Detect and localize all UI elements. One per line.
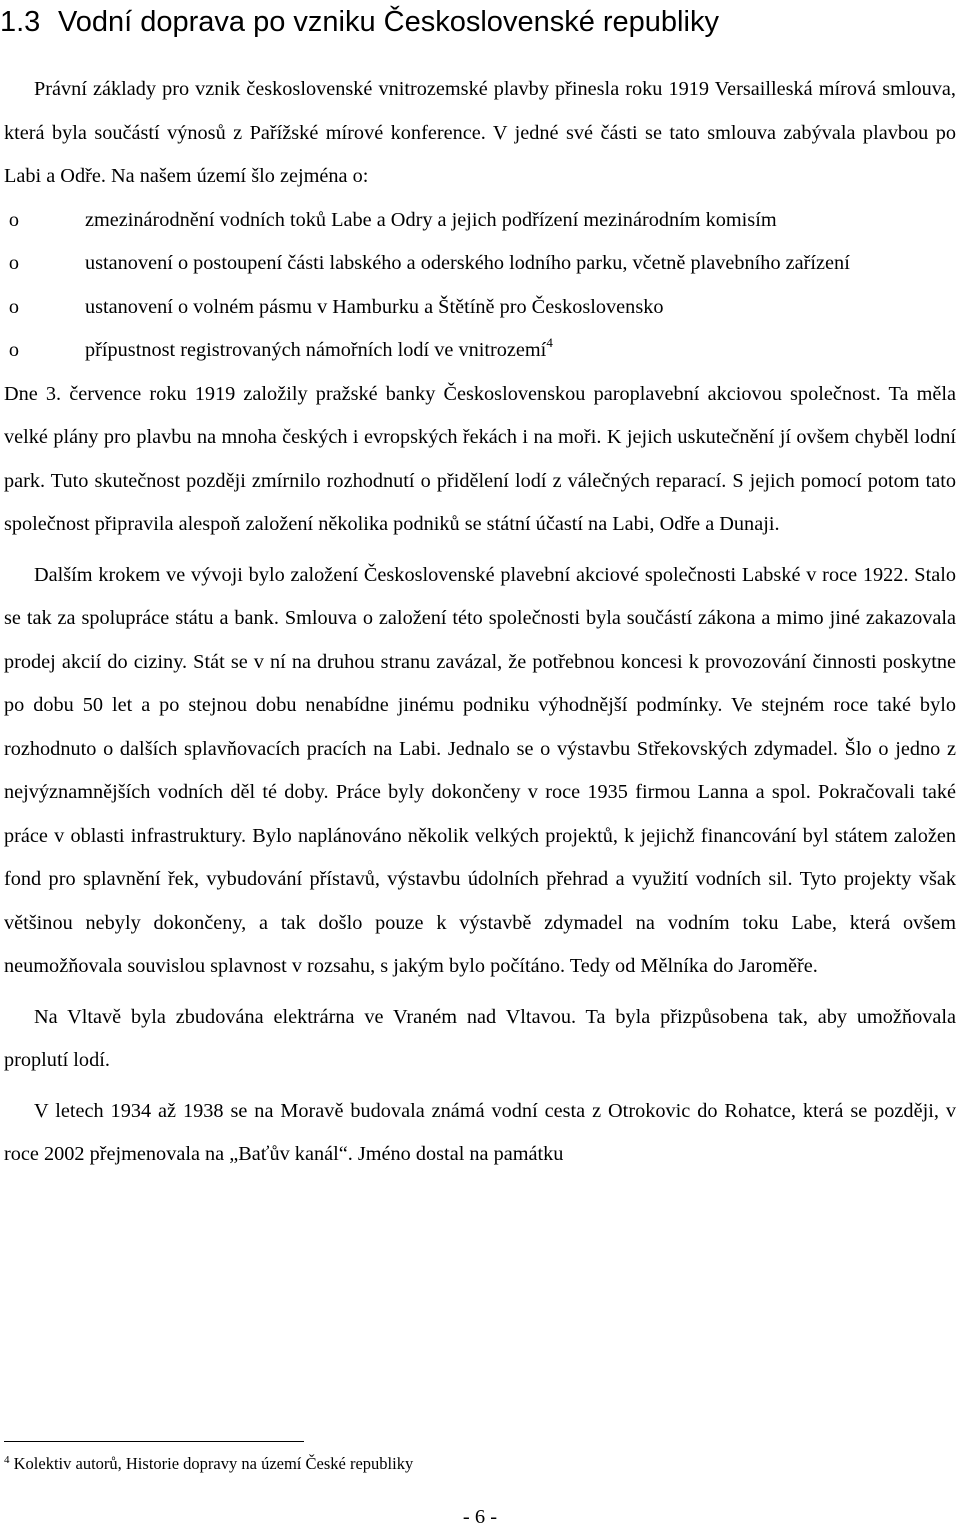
list-item	[4, 286, 956, 330]
bullet-list	[4, 199, 956, 373]
list-item-text: zmezinárodnění vodních toků Labe a Odry a jejich podřízení mezinárodním komisím	[85, 208, 777, 231]
list-item-text: ustanovení o volném pásmu v Hamburku a Štětíně pro Československo	[85, 295, 664, 318]
paragraph-1: Právní základy pro vznik československé vnitrozemské plavby přinesla roku 1919 Versailleská mírová smlouva, která byla součástí výnosů z Pařížské mírové konference. V jedné své části se tato smlouva zabývala plavbou po Labi a Odře. Na našem území šlo zejména o:	[4, 78, 956, 187]
footnote-number: 4	[4, 1454, 10, 1466]
list-item	[4, 242, 956, 286]
section-number: 1.3	[0, 6, 41, 38]
bullet-icon: o	[8, 339, 20, 361]
paragraph-5: V letech 1934 až 1938 se na Moravě budovala známá vodní cesta z Otrokovic do Rohatce, která se později, v roce 2002 přejmenovala na „Baťův kanál“. Jméno dostal na památku	[4, 1099, 956, 1165]
footnote-separator	[4, 1441, 304, 1442]
document-body	[4, 68, 956, 1177]
paragraph-4: Na Vltavě byla zbudována elektrárna ve Vraném nad Vltavou. Ta byla přizpůsobena tak, aby umožňovala proplutí lodí.	[4, 1005, 956, 1071]
bullet-icon: o	[8, 295, 20, 318]
section-title: Vodní doprava po vzniku Československé republiky	[58, 6, 719, 38]
bullet-icon: o	[8, 252, 20, 274]
paragraph-3: Dalším krokem ve vývoji bylo založení Československé plavební akciové společnosti Labské v roce 1922. Stalo se tak za spolupráce státu a bank. Smlouva o založení této společnosti byla součástí zákona a mimo jiné zakazovala prodej akcií do ciziny. Stát se v ní na druhou stranu zavázal, že potřebnou koncesi k provozování činnosti poskytne po dobu 50 let a po stejnou dobu nenabídne jinému podniku výhodnější podmínky. Ve stejném roce také bylo rozhodnuto o dalších splavňovacích pracích na Labi. Jednalo se o výstavbu Střekovských zdymadel. Šlo o jedno z nejvýznamnějších vodních děl té doby. Práce byly dokončeny v roce 1935 firmou Lanna a spol. Pokračovali také práce v oblasti infrastruktury. Bylo naplánováno několik velkých projektů, k jejichž financování byl státem založen fond pro splavnění řek, vybudování přístavů, výstavbu údolních přehrad a využití vodních sil. Tyto projekty však většinou nebyly dokončeny, a tak došlo pouze k výstavbě zdymadel na vodním toku Labe, která ovšem neumožňovala souvislou splavnost v rozsahu, s jakým bylo počítáno. Tedy od Mělníka do Jaroměře.	[4, 563, 956, 977]
paragraph-2: Dne 3. července roku 1919 založily pražské banky Československou paroplavební akciovou společnost. Ta měla velké plány pro plavbu na mnoha českých i evropských řekách i na moři. K jejich uskutečnění jí ovšem chyběl lodní park. Tuto skutečnost později zmírnilo rozhodnutí o přidělení lodí z válečných reparací. S jejich pomocí potom tato společnost připravila alespoň založení několika podniků se státní účastí na Labi, Odře a Dunaji.	[4, 382, 956, 535]
list-item-text: přípustnost registrovaných námořních lodí ve vnitrozemí	[85, 339, 547, 361]
list-item	[4, 199, 956, 243]
page-number: - 6 -	[462, 1506, 498, 1528]
footnote	[4, 1453, 944, 1475]
list-item	[4, 329, 956, 373]
bullet-icon: o	[8, 208, 20, 231]
list-item-text: ustanovení o postoupení části labského a oderského lodního parku, včetně plavebního zařízení	[85, 252, 850, 274]
footnote-reference[interactable]: 4	[546, 335, 553, 350]
footnote-text: Kolektiv autorů, Historie dopravy na území České republiky	[13, 1454, 414, 1473]
section-heading	[0, 0, 960, 44]
